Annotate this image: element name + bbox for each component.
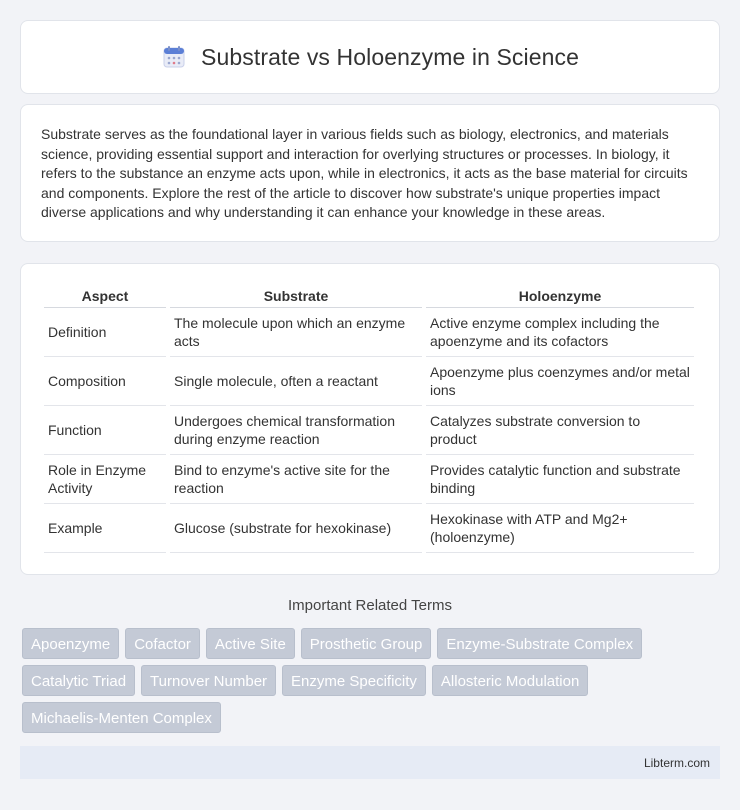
cell-substrate: Bind to enzyme's active site for the reaction — [170, 455, 422, 504]
table-row — [44, 406, 694, 455]
tag-turnover-number[interactable]: Turnover Number — [141, 665, 276, 696]
table-row — [44, 504, 694, 553]
cell-aspect: Definition — [44, 308, 166, 357]
header-card — [20, 20, 720, 94]
table-row — [44, 455, 694, 504]
table-row — [44, 357, 694, 406]
tag-allosteric-modulation[interactable]: Allosteric Modulation — [432, 665, 588, 696]
header-aspect: Aspect — [44, 284, 166, 308]
tag-apoenzyme[interactable]: Apoenzyme — [22, 628, 119, 659]
page-title: Substrate vs Holoenzyme in Science — [201, 43, 579, 70]
tag-cofactor[interactable]: Cofactor — [125, 628, 200, 659]
cell-substrate: Single molecule, often a reactant — [170, 357, 422, 406]
tag-catalytic-triad[interactable]: Catalytic Triad — [22, 665, 135, 696]
cell-holoenzyme: Active enzyme complex including the apoenzyme and its cofactors — [426, 308, 694, 357]
title-wrap — [161, 44, 579, 71]
table-row — [44, 308, 694, 357]
cell-holoenzyme: Apoenzyme plus coenzymes and/or metal ions — [426, 357, 694, 406]
footer-site-link[interactable]: Libterm.com — [643, 755, 710, 770]
header-holoenzyme: Holoenzyme — [426, 284, 694, 308]
footer — [20, 746, 720, 779]
header-substrate: Substrate — [170, 284, 422, 308]
tag-enzyme-specificity[interactable]: Enzyme Specificity — [282, 665, 426, 696]
related-terms-list — [22, 628, 722, 733]
tag-michaelis-menten-complex[interactable]: Michaelis-Menten Complex — [22, 702, 221, 733]
tag-active-site[interactable]: Active Site — [206, 628, 295, 659]
cell-aspect: Example — [44, 504, 166, 553]
related-terms-title: Important Related Terms — [288, 597, 452, 614]
tag-prosthetic-group[interactable]: Prosthetic Group — [301, 628, 432, 659]
table-header-row — [44, 284, 694, 308]
cell-aspect: Composition — [44, 357, 166, 406]
tag-enzyme-substrate-complex[interactable]: Enzyme-Substrate Complex — [437, 628, 642, 659]
cell-aspect: Function — [44, 406, 166, 455]
calendar-icon — [161, 44, 187, 70]
cell-aspect: Role in Enzyme Activity — [44, 455, 166, 504]
cell-substrate: Glucose (substrate for hexokinase) — [170, 504, 422, 553]
comparison-card — [20, 263, 720, 575]
intro-text: Substrate serves as the foundational layer in various fields such as biology, electronics, and materials science, providing essential support and interaction for overlying structures or processes. In biology, it refers to the substance an enzyme acts upon, while in electronics, it acts as the base material for circuits and components. Explore the rest of the article to discover how substrate's unique properties impact diverse applications and why understanding it can enhance your knowledge in these areas. — [41, 126, 688, 220]
cell-substrate: The molecule upon which an enzyme acts — [170, 308, 422, 357]
cell-substrate: Undergoes chemical transformation during enzyme reaction — [170, 406, 422, 455]
comparison-table — [40, 284, 698, 553]
cell-holoenzyme: Hexokinase with ATP and Mg2+ (holoenzyme) — [426, 504, 694, 553]
cell-holoenzyme: Provides catalytic function and substrate binding — [426, 455, 694, 504]
cell-holoenzyme: Catalyzes substrate conversion to product — [426, 406, 694, 455]
intro-card — [20, 104, 720, 242]
